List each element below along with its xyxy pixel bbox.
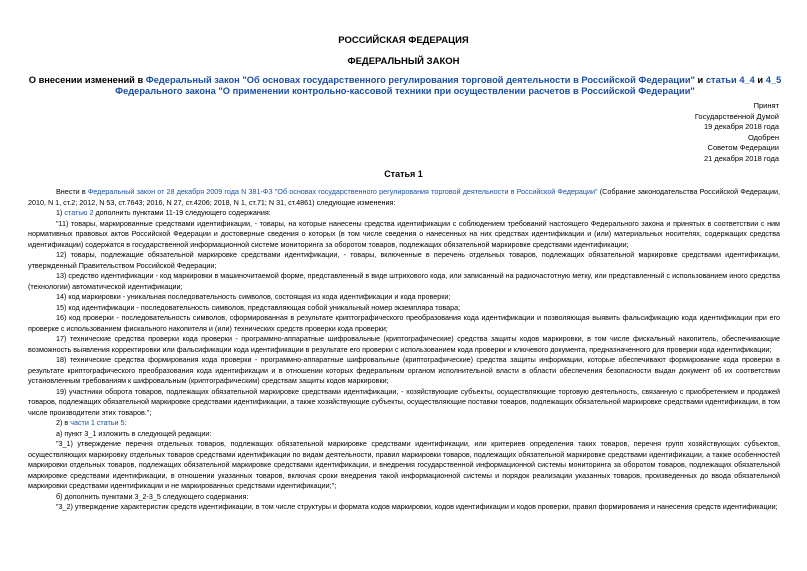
country-heading: РОССИЙСКАЯ ФЕДЕРАЦИЯ xyxy=(338,35,469,46)
item-11: "11) товары, маркированные средствами идентификации, - товары, на которые нанесены средства идентификации с соблюдением требований настоящего Федерального закона и принятых в соответствии с ним нормативных правовых актов Российской Федерации и достоверные сведения о которых (в том числе сведения о нанесенных на них средствах идентификации и (или) материальных носителях, содержащих средства идентификации) содержатся в государственной информационной системе мониторинга за оборотом товаров, подлежащих обязательной маркировке средствами идентификации; xyxy=(28,218,780,249)
approved-label: Одобрен xyxy=(748,132,779,142)
title-text-2: и xyxy=(694,75,706,85)
point-2 xyxy=(28,418,780,429)
law-type-heading: ФЕДЕРАЛЬНЫЙ ЗАКОН xyxy=(347,56,460,67)
item-13: 13) средство идентификации - код маркировки в машиночитаемой форме, представленный в виде штрихового кода, или записанный на радиочастотную метку, или представленный с использованием иного средства (технологии) автоматической идентификации; xyxy=(28,271,780,291)
item-19: 19) участники оборота товаров, подлежащих обязательной маркировке средствами идентификации, - хозяйствующие субъекты, осуществляющие торговую деятельность, связанную с приобретением и продажей товаров, подлежащих обязательной маркировке средствами идентификации, а также хозяйствующие субъекты, осуществляющие поставки товаров, подлежащих обязательной маркировке средствами идентификации, в том числе производители этих товаров."; xyxy=(28,386,780,417)
subpoint-b: б) дополнить пунктами 3_2-3_5 следующего содержания: xyxy=(56,491,249,501)
point-1-post: дополнить пунктами 11-19 следующего содержания: xyxy=(93,208,271,217)
article-body xyxy=(28,187,780,513)
title-text-3: и xyxy=(754,75,766,85)
item-12: 12) товары, подлежащие обязательной маркировке средствами идентификации, - товары, включенные в перечень отдельных товаров, подлежащих обязательной маркировке средствами идентификации, утвержденный Правительством Российской Федерации; xyxy=(28,250,780,270)
item-16: 16) код проверки - последовательность символов, сформированная в результате криптографического преобразования кода идентификации и позволяющая выявить фальсификацию кода идентификации при его проверке с использованием фискального накопителя и (или) технических средств проверки кода проверки; xyxy=(28,313,780,333)
duma-label: Государственной Думой xyxy=(694,111,779,121)
point-2-pre: 2) в xyxy=(56,418,71,427)
intro-pre: Внести в xyxy=(56,187,88,196)
intro-paragraph xyxy=(28,187,780,208)
item-17: 17) технические средства проверки кода проверки - программно-аппаратные шифровальные (криптографические) средства защиты кодов маркировки, в том числе фискальный накопитель, обеспечивающие возможность выявления корректировки или фальсификации кода идентификации в результате его проверки с использованием кода проверки и ключевого документа, предназначенного для проверки кода идентификации; xyxy=(28,334,780,354)
item-18: 18) технические средства формирования кода проверки - программно-аппаратные шифровальные (криптографические) средства защиты информации, которые обеспечивают формирование кода проверки в результате криптографического преобразования кода идентификации и в отношении которых федеральным органом исполнительной власти в области обеспечения безопасности выдан документ об их соответствии установленным требованиям к шифровальным (криптографическим) средствам защиты кодов маркировки; xyxy=(28,355,780,385)
title-link-article-4-5[interactable]: 4_5 xyxy=(765,75,782,85)
title-text-1: О внесении изменений в xyxy=(28,75,146,85)
point-1-pre: 1) xyxy=(56,208,65,217)
acceptance-block xyxy=(609,101,779,164)
item-3-2: "3_2) утверждение характеристик средств идентификации, в том числе структуры и формата кодов маркировки, кодов идентификации и кодов проверки, правил формирования и нанесения средств идентификации; xyxy=(56,502,778,511)
council-label: Советом Федерации xyxy=(707,143,779,152)
article-5-part-1-link[interactable]: части 1 статьи 5 xyxy=(70,418,125,427)
intro-post: (Собрание законодательства Российской Федерации, 2010, N 1, ст.2; 2012, N 53, ст.7643; 2016, N 27, ст.4206; 2018, N 1, ст.71; N 31, ст.4861) следующие изменения: xyxy=(28,187,780,207)
accepted-label: Принят xyxy=(753,101,779,110)
article-heading: Статья 1 xyxy=(384,169,423,179)
title-link-article-4-4[interactable]: статьи 4_4 xyxy=(705,75,755,85)
duma-date: 19 декабря 2018 года xyxy=(703,122,779,131)
law-title xyxy=(20,75,790,97)
item-15: 15) код идентификации - последовательность символов, представляющая собой уникальный номер экземпляра товара; xyxy=(56,302,461,312)
council-date: 21 декабря 2018 года xyxy=(703,153,779,163)
item-14: 14) код маркировки - уникальная последовательность символов, состоящая из кода идентификации и кода проверки; xyxy=(56,292,451,301)
item-3-1: "3_1) утверждение перечня отдельных товаров, подлежащих обязательной маркировке средствами идентификации, или критериев определения таких товаров, перечня групп хозяйствующих субъектов, осуществляющих маркировку отдельных товаров средствами идентификации по видам деятельности, правил маркировки товаров, подлежащих обязательной маркировке средствами идентификации, а также особенностей маркировки отдельных товаров, подлежащих обязательной маркировке средствами идентификации, и внедрения государственной информационной системы мониторинга за оборотом товаров, подлежащих обязательной маркировке средствами идентификации, в отношении указанных товаров, включая сроки внедрения такой информационной системы и порядок реализации указанных товаров, произведенных до ввода обязательной маркировки средствами идентификации и не маркированных средствами идентификации;"; xyxy=(28,439,780,490)
title-link-cash-register-law[interactable]: Федерального закона "О применении контрольно-кассовой техники при осуществлении расчетов в Российской Федерации" xyxy=(115,86,695,96)
article-2-link[interactable]: статью 2 xyxy=(64,208,94,217)
point-2-post: : xyxy=(124,418,127,427)
point-1 xyxy=(28,208,780,219)
intro-law-link[interactable]: Федеральный закон от 28 декабря 2009 года N 381-ФЗ "Об основах государственного регулирования торговой деятельности в Российской Федерации" xyxy=(87,187,598,196)
subpoint-a: а) пункт 3_1 изложить в следующей редакции: xyxy=(56,428,212,438)
title-link-trade-law[interactable]: Федеральный закон "Об основах государственного регулирования торговой деятельности в Российской Федерации" xyxy=(145,75,695,85)
